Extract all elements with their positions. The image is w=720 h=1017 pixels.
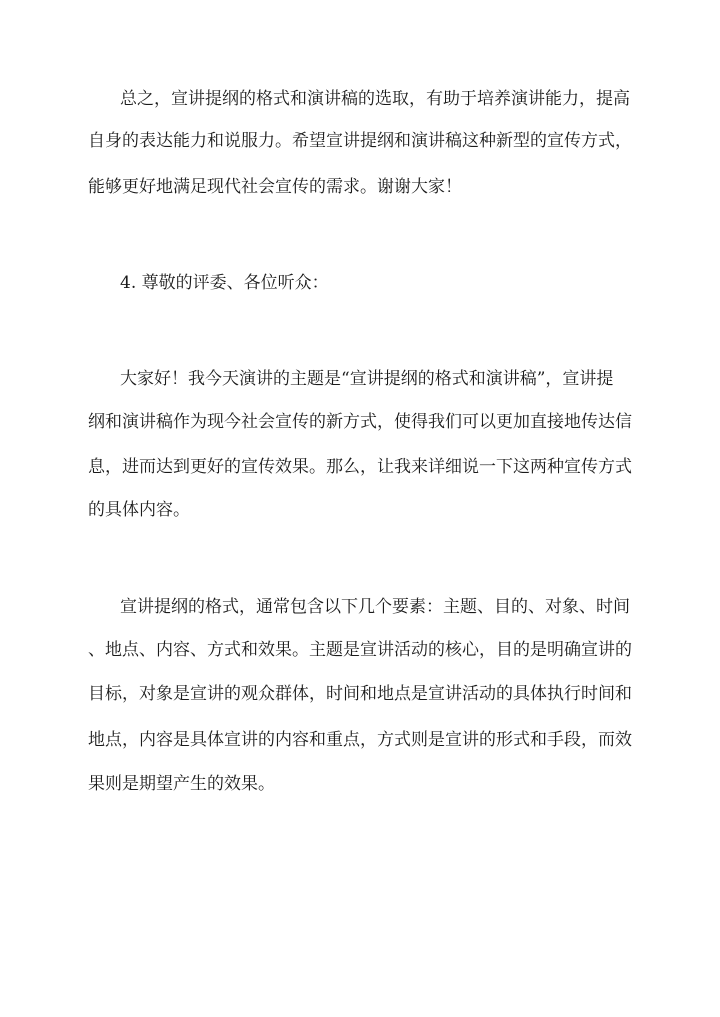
- paragraph-4-line-2: 、地点、内容、方式和效果。主题是宣讲活动的核心，目的是明确宣讲的: [88, 640, 632, 660]
- paragraph-1-line-1: 总之，宣讲提纲的格式和演讲稿的选取，有助于培养演讲能力，提高: [120, 89, 630, 109]
- paragraph-2-line-1: 4. 尊敬的评委、各位听众：: [120, 273, 329, 293]
- paragraph-4-line-3: 目标，对象是宣讲的观众群体，时间和地点是宣讲活动的具体执行时间和: [88, 684, 632, 704]
- paragraph-4-line-4: 地点，内容是具体宣讲的内容和重点，方式则是宣讲的形式和手段，而效: [88, 730, 632, 750]
- paragraph-1-line-2: 自身的表达能力和说服力。希望宣讲提纲和演讲稿这种新型的宣传方式，: [88, 131, 632, 151]
- paragraph-3-line-4: 的具体内容。: [88, 500, 190, 520]
- paragraph-3-line-3: 息，进而达到更好的宣传效果。那么，让我来详细说一下这两种宣传方式: [88, 457, 632, 477]
- paragraph-4-line-5: 果则是期望产生的效果。: [88, 774, 275, 794]
- paragraph-3-line-1: 大家好！我今天演讲的主题是“宣讲提纲的格式和演讲稿”，宣讲提: [120, 369, 614, 389]
- paragraph-4-line-1: 宣讲提纲的格式，通常包含以下几个要素：主题、目的、对象、时间: [120, 597, 630, 617]
- paragraph-3-line-2: 纲和演讲稿作为现今社会宣传的新方式，使得我们可以更加直接地传达信: [88, 412, 632, 432]
- paragraph-1-line-3: 能够更好地满足现代社会宣传的需求。谢谢大家！: [88, 177, 462, 197]
